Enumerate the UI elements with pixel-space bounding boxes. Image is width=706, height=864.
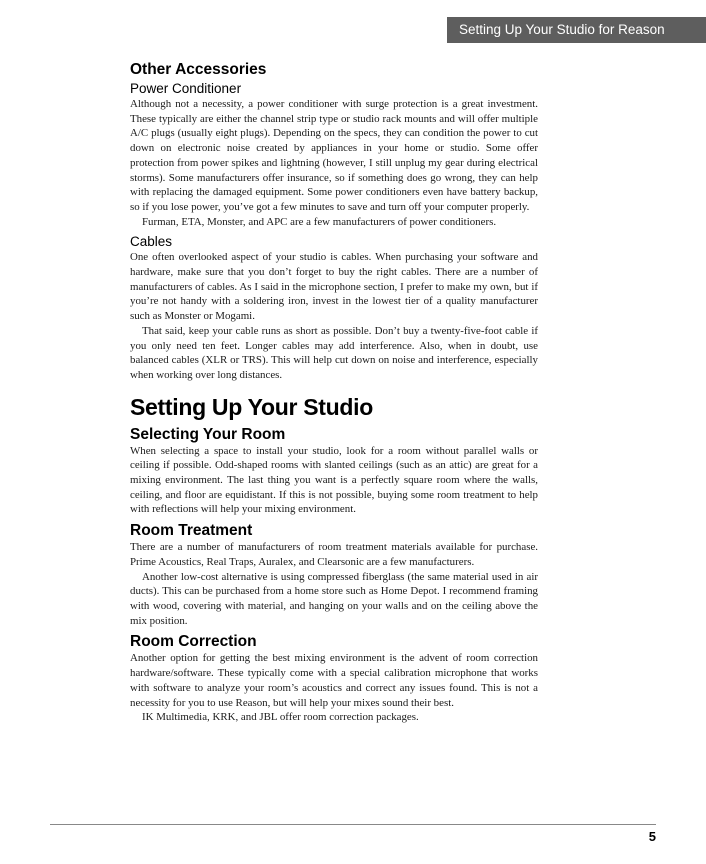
chapter-heading-setting-up-your-studio: Setting Up Your Studio <box>130 393 373 420</box>
paragraph: Another option for getting the best mixing environment is the advent of room correction hardware/software. These typically come with a special calibration microphone that works with software to analyze your room’s acoustics and correct any issues found. This is not a necessity for you to use Reason, but will help your mixes sound their best. <box>130 652 538 709</box>
paragraph: Although not a necessity, a power conditioner with surge protection is a great investment. These typically are either the channel strip type or studio rack mounts and will offer multiple A/C plugs (usually eight plugs). Depending on the specs, they can condition the power to cut down on electronic noise created by appliances in your home or studio. Some offer protection from power spikes and lightning (however, I still unplug my gear during electrical storms). Some manufacturers offer insurance, so if something does go wrong, they can help with replacing the damaged equipment. Some power conditioners even have battery backup, so if you lose power, you’ve got a few minutes to save and turn off your computer properly. <box>130 98 538 213</box>
section-heading-room-treatment: Room Treatment <box>130 522 253 540</box>
running-head: Setting Up Your Studio for Reason <box>447 17 706 43</box>
paragraph: There are a number of manufacturers of room treatment materials available for purchase. Prime Acoustics, Real Traps, Auralex, and Clearsonic are a few manufacturers. <box>130 541 538 568</box>
paragraph: When selecting a space to install your studio, look for a room without parallel walls or ceiling if possible. Odd-shaped rooms with slanted ceilings (such as an attic) are great for a mixing environment. The last thing you want is a perfectly square room where the walls, ceiling, and floor are equidistant. If this is not possible, buying some room treatment to help with reflections will help your mixing environment. <box>130 444 538 516</box>
section-heading-selecting-your-room: Selecting Your Room <box>130 425 286 443</box>
paragraph: IK Multimedia, KRK, and JBL offer room correction packages. <box>142 711 419 724</box>
page-number: 5 <box>648 829 656 844</box>
paragraph: One often overlooked aspect of your studio is cables. When purchasing your software and hardware, make sure that you don’t forget to buy the right cables. There are a number of manufacturers of cables. As I said in the microphone section, I prefer to make my own, but if you’re not handy with a soldering iron, invest in the lowest tier of a quality manufacturer such as Monster or Mogami. <box>130 251 538 323</box>
section-heading-other-accessories: Other Accessories <box>130 61 267 78</box>
paragraph: That said, keep your cable runs as short as possible. Don’t buy a twenty-five-foot cable if you only need ten feet. Longer cables may add interference. Also, when in doubt, use balanced cables (XLR or TRS). This will help cut down on noise and interference, especially when working over long distances. <box>130 324 538 381</box>
section-heading-room-correction: Room Correction <box>130 633 257 651</box>
paragraph: Furman, ETA, Monster, and APC are a few manufacturers of power conditioners. <box>142 215 497 228</box>
subheading-power-conditioner: Power Conditioner <box>130 81 242 96</box>
subheading-cables: Cables <box>130 234 173 250</box>
page-body <box>130 60 538 725</box>
footer-rule <box>50 824 656 825</box>
paragraph: Another low-cost alternative is using compressed fiberglass (the same material used in air ducts). This can be purchased from a home store such as Home Depot. I recommend framing with wood, covering with material, and hanging on your walls and on the ceiling above the mix position. <box>130 570 538 627</box>
